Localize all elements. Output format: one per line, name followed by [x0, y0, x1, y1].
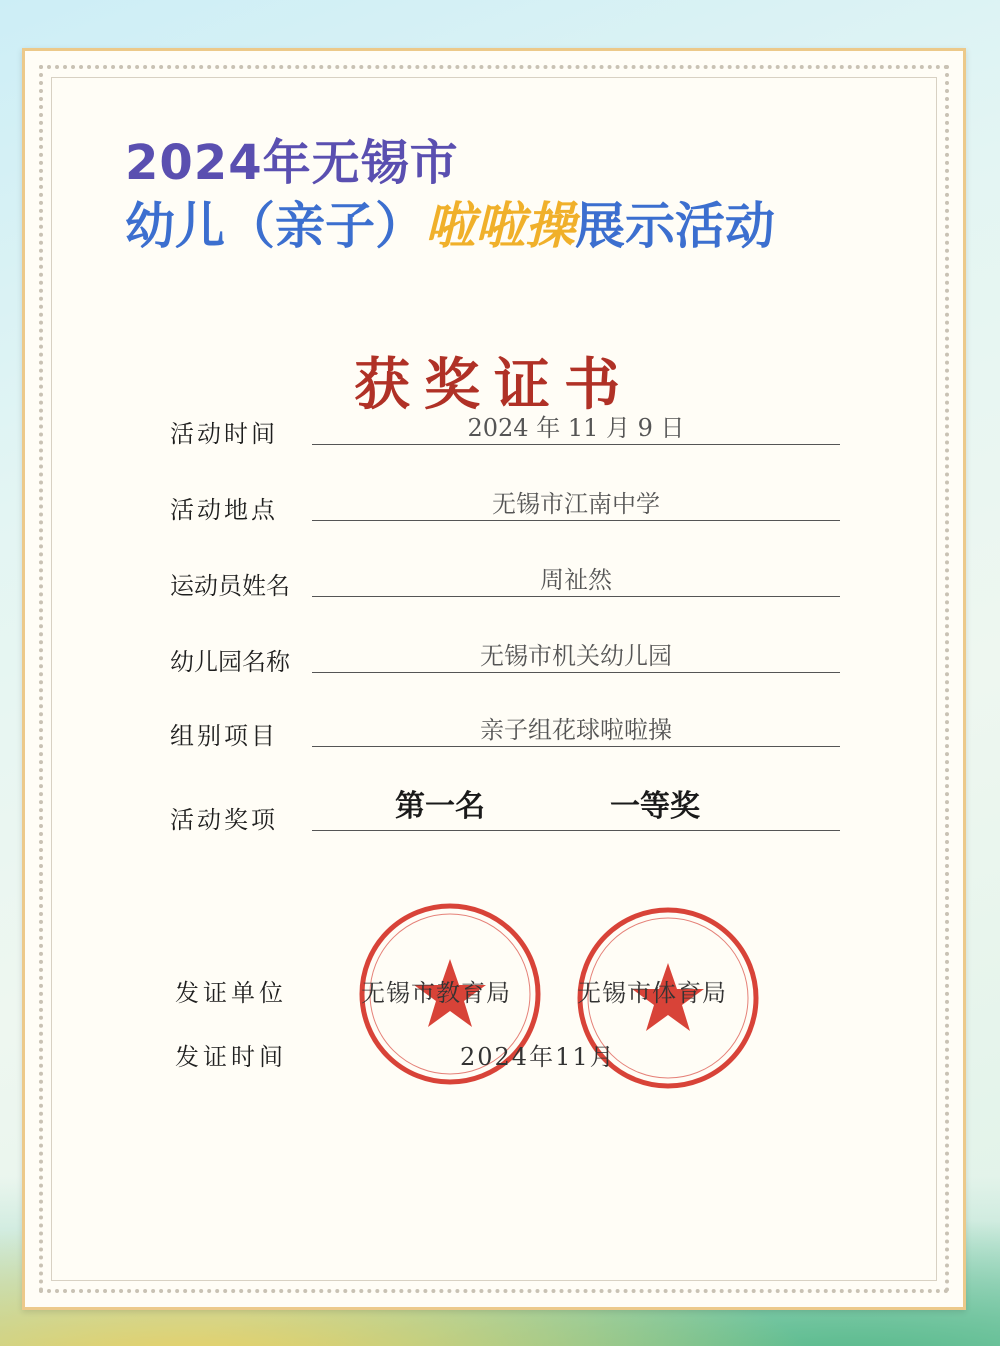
award-rank: 第一名 [395, 789, 485, 824]
field-underline [312, 672, 840, 673]
field-label: 组别项目 [170, 722, 278, 750]
issuer-unit-sports: 无锡市体育局 [577, 979, 727, 1007]
issue-date-value: 2024年11月 [460, 1043, 616, 1071]
field-underline [312, 746, 840, 747]
certificate-title: 获奖证书 [354, 352, 634, 418]
field-row-category [170, 701, 840, 751]
field-underline [312, 444, 840, 445]
field-underline [312, 830, 840, 831]
field-row-athlete [170, 551, 840, 601]
event-title-part-c: 展示活动 [575, 197, 775, 255]
field-row-location [170, 475, 840, 525]
field-label: 运动员姓名 [170, 572, 290, 600]
field-label: 幼儿园名称 [170, 648, 290, 676]
award-prize: 一等奖 [610, 789, 700, 824]
issue-date-label: 发证时间 [175, 1043, 287, 1071]
field-underline [312, 520, 840, 521]
field-label: 活动奖项 [170, 806, 278, 834]
field-value: 亲子组花球啦啦操 [480, 716, 672, 744]
event-title-part-b: 啦啦操 [425, 197, 575, 255]
issuer-label: 发证单位 [175, 979, 287, 1007]
field-label: 活动地点 [170, 496, 278, 524]
event-title-part-a: 幼儿（亲子） [125, 197, 425, 255]
field-value: 无锡市江南中学 [492, 490, 660, 518]
field-row-time [170, 399, 840, 449]
event-title-line2 [125, 193, 885, 259]
field-label: 活动时间 [170, 420, 278, 448]
field-row-kindergarten [170, 627, 840, 677]
field-value: 周祉然 [540, 566, 612, 594]
certificate-sheet [22, 48, 966, 1310]
field-row-award [170, 779, 840, 835]
event-title [125, 133, 885, 259]
field-value: 无锡市机关幼儿园 [480, 642, 672, 670]
field-underline [312, 596, 840, 597]
field-value: 2024 年 11 月 9 日 [467, 414, 685, 442]
event-title-line1: 2024年无锡市 [125, 135, 459, 191]
issuer-unit-education: 无锡市教育局 [361, 979, 511, 1007]
